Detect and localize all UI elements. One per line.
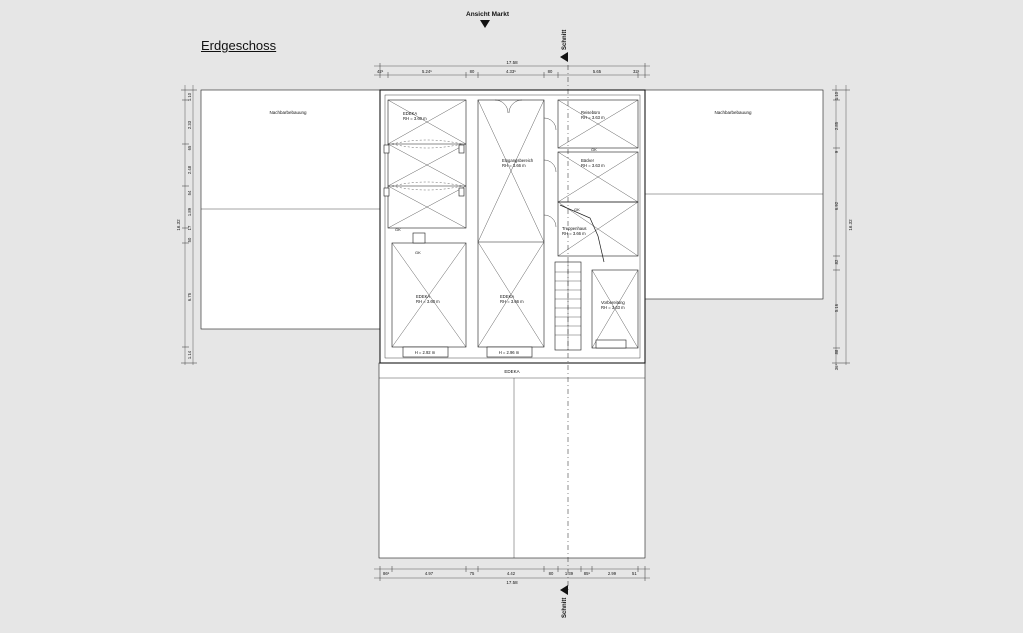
gk-label: GK — [415, 250, 421, 255]
section-label-bottom: Schnitt — [562, 597, 568, 618]
dim-right-total: 16.32 — [848, 219, 853, 231]
neighbor-left — [201, 90, 380, 329]
room-name: Bäcker — [581, 158, 595, 163]
room-height: RH = 3.66 m — [502, 163, 526, 168]
opening-height: H = 2.92 m — [414, 350, 436, 355]
section-label-top: Schnitt — [562, 29, 568, 50]
drawing-title: Erdgeschoss — [201, 38, 277, 53]
room-height: RH = 3.66 m — [562, 231, 586, 236]
dim-left: 65 — [187, 145, 192, 151]
dim-top: 5.65 — [592, 69, 602, 74]
dim-left-total: 16.32 — [176, 219, 181, 231]
opening-height: H = 2.96 m — [498, 350, 520, 355]
dim-top: 80 — [547, 69, 553, 74]
dim-left: 1.89 — [187, 207, 192, 217]
room-height: RH = 3.63 m — [581, 115, 605, 120]
room-name: Eingangsbereich — [502, 158, 534, 163]
dim-bottom: 85⁵ — [583, 571, 591, 576]
section-arrow-top — [560, 52, 568, 62]
dim-bottom: 1.39 — [564, 571, 574, 576]
dim-right: 9 — [834, 150, 839, 154]
dim-top-total: 17.58 — [506, 60, 518, 65]
room-name: EDEKA — [416, 294, 431, 299]
room-height: RH = 3.60 m — [403, 116, 427, 121]
dim-left: 2.33 — [187, 120, 192, 130]
room-name: Reisebüro — [581, 110, 601, 115]
dim-right: 2.85 — [834, 121, 839, 131]
room-height: RH = 3.63 m — [601, 305, 625, 310]
south-block-label: EDEKA — [504, 369, 520, 374]
dim-left: 17 — [187, 225, 192, 231]
dim-left: 2.48 — [187, 165, 192, 175]
dim-top: 80 — [469, 69, 475, 74]
room-height: RH = 3.66 m — [500, 299, 524, 304]
dim-bottom: 4.97 — [424, 571, 434, 576]
dim-bottom: 80 — [548, 571, 554, 576]
gk-label: GK — [574, 207, 580, 212]
room-name: Vorbereitung — [601, 300, 625, 305]
south-block — [379, 363, 645, 558]
room-height: RH = 3.60 m — [416, 299, 440, 304]
gk-label: GK — [591, 147, 597, 152]
room-height: RH = 3.63 m — [581, 163, 605, 168]
dim-right: 1.10 — [834, 91, 839, 101]
dim-right: 36⁵ — [834, 363, 839, 371]
dim-bottom: 2.99 — [607, 571, 617, 576]
dim-bottom-total: 17.58 — [506, 580, 518, 585]
dim-left: 6.75 — [187, 292, 192, 302]
dim-top: 5.24⁵ — [422, 69, 432, 74]
main-building — [380, 90, 645, 363]
room-name: EDEKA — [403, 111, 418, 116]
dim-left: 1.10 — [187, 92, 192, 102]
dim-right: 6.92 — [834, 201, 839, 211]
dim-bottom: 86⁵ — [383, 571, 390, 576]
dim-left: 50 — [187, 237, 192, 243]
dim-bottom: 75 — [469, 571, 475, 576]
dim-top: 42⁵ — [377, 69, 384, 74]
dim-right: 82 — [834, 259, 839, 265]
view-label: Ansicht Markt — [466, 11, 509, 18]
room-name: Treppenhaus — [562, 226, 587, 231]
dim-left: 1.14 — [187, 350, 192, 360]
dim-right: 88 — [834, 349, 839, 355]
room-name: EDEKA — [500, 294, 515, 299]
view-arrow-icon — [480, 20, 490, 28]
dim-right: 5.16 — [834, 303, 839, 313]
dim-left: 54 — [187, 190, 192, 196]
neighbor-right — [645, 90, 823, 299]
gk-label: GK — [395, 227, 401, 232]
neighbor-left-label: Nachbarbebauung — [269, 110, 307, 115]
section-arrow-bottom — [560, 585, 568, 595]
dim-top: 32⁵ — [633, 69, 640, 74]
dim-bottom: 4.42 — [506, 571, 516, 576]
dim-bottom: 51 — [632, 571, 637, 576]
dim-top: 4.33⁵ — [506, 69, 516, 74]
neighbor-right-label: Nachbarbebauung — [714, 110, 752, 115]
